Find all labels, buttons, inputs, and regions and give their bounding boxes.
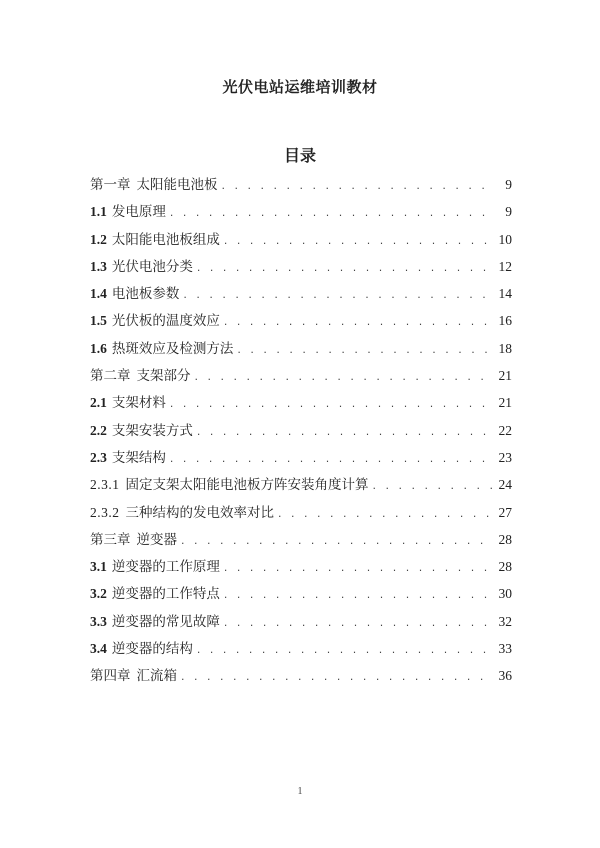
toc-dot-leader xyxy=(197,418,492,445)
toc-dot-leader xyxy=(170,445,492,472)
toc-entry-number: 3.3 xyxy=(90,613,107,629)
toc-entry-page: 10 xyxy=(498,231,512,247)
toc-entry-page: 21 xyxy=(498,368,512,384)
toc-dot-leader xyxy=(170,390,492,417)
toc-entry-number: 2.3.1 xyxy=(90,477,120,493)
toc-entry[interactable] xyxy=(90,471,512,498)
toc-entry[interactable] xyxy=(90,335,512,362)
toc-entry-title: 太阳能电池板 xyxy=(136,177,218,193)
toc-dot-leader xyxy=(197,636,492,663)
toc-entry[interactable] xyxy=(90,253,512,280)
toc-entry-number: 第一章 xyxy=(90,177,131,192)
toc-entry-title: 发电原理 xyxy=(111,204,166,221)
toc-entry-page: 22 xyxy=(498,422,512,438)
toc-entry-number: 1.4 xyxy=(90,286,107,302)
toc-entry-number: 1.6 xyxy=(90,340,107,356)
toc-dot-leader xyxy=(224,227,492,254)
toc-dot-leader xyxy=(197,254,492,281)
toc-entry[interactable] xyxy=(90,198,512,225)
toc-entry-number: 1.2 xyxy=(90,231,107,247)
toc-entry-number: 第二章 xyxy=(90,368,131,384)
toc-entry-page: 12 xyxy=(498,258,512,274)
toc-entry-title: 逆变器 xyxy=(136,531,177,548)
toc-dot-leader xyxy=(224,554,492,581)
toc-dot-leader xyxy=(224,581,492,608)
toc-entry-number: 2.3 xyxy=(90,449,107,465)
toc-entry[interactable] xyxy=(90,499,512,526)
toc-entry-page: 9 xyxy=(505,204,512,220)
toc-entry-number: 3.4 xyxy=(90,641,107,657)
toc-dot-leader xyxy=(181,663,492,690)
toc-entry[interactable] xyxy=(90,662,512,689)
toc-entry-number: 2.1 xyxy=(90,395,107,411)
toc-entry-number: 1.3 xyxy=(90,258,107,274)
toc-dot-leader xyxy=(224,308,492,335)
toc-entry[interactable] xyxy=(90,226,512,253)
toc-entry-number: 3.1 xyxy=(90,559,107,575)
toc-entry-page: 33 xyxy=(498,641,512,657)
toc-entry[interactable] xyxy=(90,307,512,334)
toc-entry-number: 第三章 xyxy=(90,531,131,547)
toc-entry-title: 逆变器的工作原理 xyxy=(111,559,220,576)
toc-entry-page: 21 xyxy=(498,395,512,411)
toc-entry-title: 电池板参数 xyxy=(111,286,180,303)
toc-entry-title: 逆变器的常见故障 xyxy=(111,613,220,630)
toc-dot-leader xyxy=(170,199,492,226)
toc-entry-title: 固定支架太阳能电池板方阵安装角度计算 xyxy=(125,477,369,494)
toc-entry-page: 9 xyxy=(505,177,512,192)
toc-entry-title: 支架结构 xyxy=(111,449,166,466)
page-number: 1 xyxy=(297,786,303,797)
toc-dot-leader xyxy=(237,336,492,363)
toc-dot-leader xyxy=(195,363,493,390)
toc-entry-page: 27 xyxy=(498,504,512,520)
toc-entry[interactable] xyxy=(90,280,512,307)
toc-entry-page: 28 xyxy=(498,559,512,575)
toc-dot-leader xyxy=(278,500,492,527)
toc-entry-number: 3.2 xyxy=(90,586,107,602)
toc-entry-title: 支架材料 xyxy=(111,395,166,412)
toc-entry-title: 逆变器的结构 xyxy=(111,641,193,658)
toc-entry-number: 2.3.2 xyxy=(90,504,120,520)
toc-entry-page: 16 xyxy=(498,313,512,329)
toc-entry[interactable] xyxy=(90,608,512,635)
toc-dot-leader xyxy=(181,527,492,554)
toc-entry[interactable] xyxy=(90,389,512,416)
toc-entry[interactable] xyxy=(90,553,512,580)
toc-dot-leader xyxy=(373,472,493,499)
toc-entry-page: 14 xyxy=(498,286,512,302)
toc-entry-page: 36 xyxy=(498,668,512,684)
toc-entry-title: 逆变器的工作特点 xyxy=(111,586,220,603)
toc-entry-title: 三种结构的发电效率对比 xyxy=(125,504,274,521)
toc-entry-number: 2.2 xyxy=(90,422,107,438)
toc-entry[interactable] xyxy=(90,444,512,471)
toc-entry[interactable] xyxy=(90,417,512,444)
toc-entry-page: 18 xyxy=(498,340,512,356)
toc-entry-number: 第四章 xyxy=(90,668,131,684)
toc-entry-number: 1.1 xyxy=(90,204,107,220)
toc-entry[interactable] xyxy=(90,526,512,553)
toc-entry-page: 23 xyxy=(498,449,512,465)
toc-entry-title: 汇流箱 xyxy=(136,668,177,685)
document-title: 光伏电站运维培训教材 xyxy=(222,78,378,96)
toc-dot-leader xyxy=(222,172,493,199)
toc-entry[interactable] xyxy=(90,580,512,607)
toc-entry[interactable] xyxy=(90,171,512,198)
toc-entry-page: 32 xyxy=(498,613,512,629)
toc-entry-title: 太阳能电池板组成 xyxy=(111,231,220,248)
toc-entry[interactable] xyxy=(90,635,512,662)
toc-entry-title: 光伏电池分类 xyxy=(111,258,193,275)
toc-entry-title: 支架部分 xyxy=(136,368,191,385)
toc-entry-page: 28 xyxy=(498,531,512,547)
toc-entry-page: 30 xyxy=(498,586,512,602)
toc-entry[interactable] xyxy=(90,362,512,389)
toc-entry-page: 24 xyxy=(498,477,512,493)
toc-dot-leader xyxy=(183,281,492,308)
toc-entry-title: 光伏板的温度效应 xyxy=(111,313,220,330)
toc-dot-leader xyxy=(224,609,492,636)
toc-entry-title: 热斑效应及检测方法 xyxy=(111,340,234,357)
toc-entry-title: 支架安装方式 xyxy=(111,422,193,439)
toc-heading: 目录 xyxy=(283,146,316,165)
table-of-contents xyxy=(90,171,512,690)
toc-entry-number: 1.5 xyxy=(90,313,107,329)
